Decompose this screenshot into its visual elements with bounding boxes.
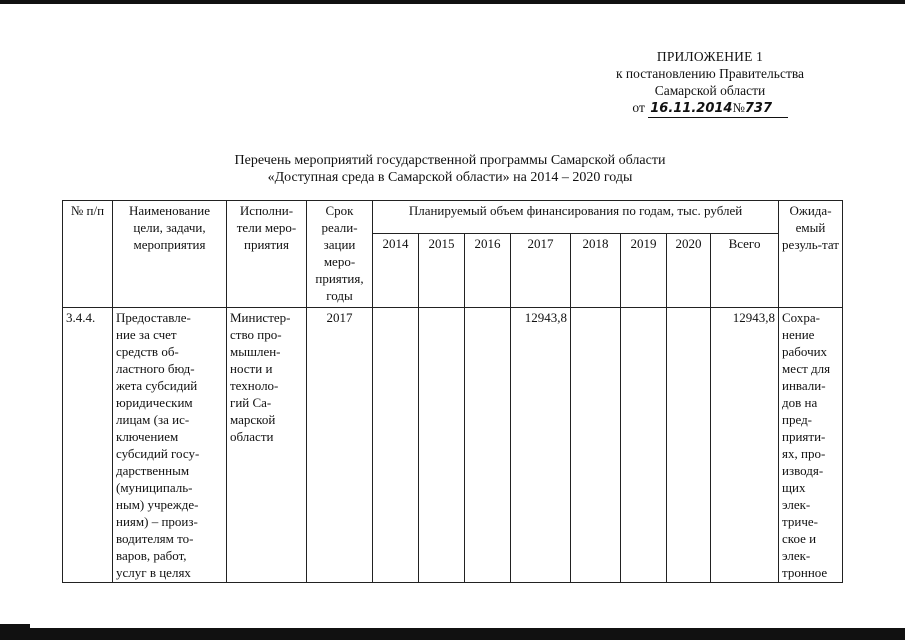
year-2018: 2018 bbox=[571, 234, 621, 308]
from-label: от bbox=[632, 100, 645, 115]
table-row bbox=[63, 308, 843, 583]
row-2020 bbox=[667, 308, 711, 583]
row-2016 bbox=[465, 308, 511, 583]
row-num: 3.4.4. bbox=[63, 308, 113, 583]
year-2016: 2016 bbox=[465, 234, 511, 308]
heading-line-2: «Доступная среда в Самарской области» на 2014 – 2020 годы bbox=[267, 170, 633, 185]
row-executors: Министер- ство про- мышлен- ности и техноло- гий Са- марской области bbox=[227, 308, 307, 583]
scan-top-edge bbox=[0, 0, 905, 4]
measures-table bbox=[62, 200, 843, 583]
row-result: Сохра- нение рабочих мест для инвали- дов на пред- прияти- ях, про- изводя- щих элек- триче- ское и элек- тронное bbox=[779, 308, 843, 583]
handwritten-number: 737 bbox=[744, 101, 773, 116]
appendix-date-line bbox=[560, 99, 860, 118]
year-2015: 2015 bbox=[419, 234, 465, 308]
year-2017: 2017 bbox=[511, 234, 571, 308]
handwritten-date: 16.11.2014№737 bbox=[648, 99, 787, 118]
year-2019: 2019 bbox=[621, 234, 667, 308]
heading-line-1: Перечень мероприятий государственной программы Самарской области bbox=[234, 153, 666, 168]
header-num: № п/п bbox=[63, 201, 113, 308]
header-row bbox=[63, 201, 843, 234]
header-financing: Планируемый объем финансирования по годам, тыс. рублей bbox=[373, 201, 779, 234]
row-2017: 12943,8 bbox=[511, 308, 571, 583]
row-total: 12943,8 bbox=[711, 308, 779, 583]
number-label: № bbox=[732, 100, 745, 115]
appendix-line-1: к постановлению Правительства bbox=[615, 66, 805, 81]
row-2014 bbox=[373, 308, 419, 583]
header-name: Наименование цели, задачи, мероприятия bbox=[113, 201, 227, 308]
appendix-title: ПРИЛОЖЕНИЕ 1 bbox=[656, 49, 764, 64]
row-name: Предоставле- ние за счет средств об- ластного бюд- жета субсидий юридическим лицам (за ис- ключением субсидий госу- дарственным (муниципаль- ным) учрежде- ниям) – произ- водителям то- варов, работ, услуг в целях bbox=[113, 308, 227, 583]
row-2018 bbox=[571, 308, 621, 583]
appendix-line-2: Самарской области bbox=[654, 83, 766, 98]
row-2015 bbox=[419, 308, 465, 583]
appendix-block bbox=[560, 48, 860, 118]
year-2014: 2014 bbox=[373, 234, 419, 308]
scan-bottom-edge bbox=[0, 628, 905, 640]
header-result: Ожида-емый резуль-тат bbox=[779, 201, 843, 308]
document-heading bbox=[100, 152, 800, 186]
year-total: Всего bbox=[711, 234, 779, 308]
row-2019 bbox=[621, 308, 667, 583]
header-executors: Исполни-тели меро-приятия bbox=[227, 201, 307, 308]
row-term: 2017 bbox=[307, 308, 373, 583]
year-2020: 2020 bbox=[667, 234, 711, 308]
header-term: Срок реали-зации меро-приятия, годы bbox=[307, 201, 373, 308]
